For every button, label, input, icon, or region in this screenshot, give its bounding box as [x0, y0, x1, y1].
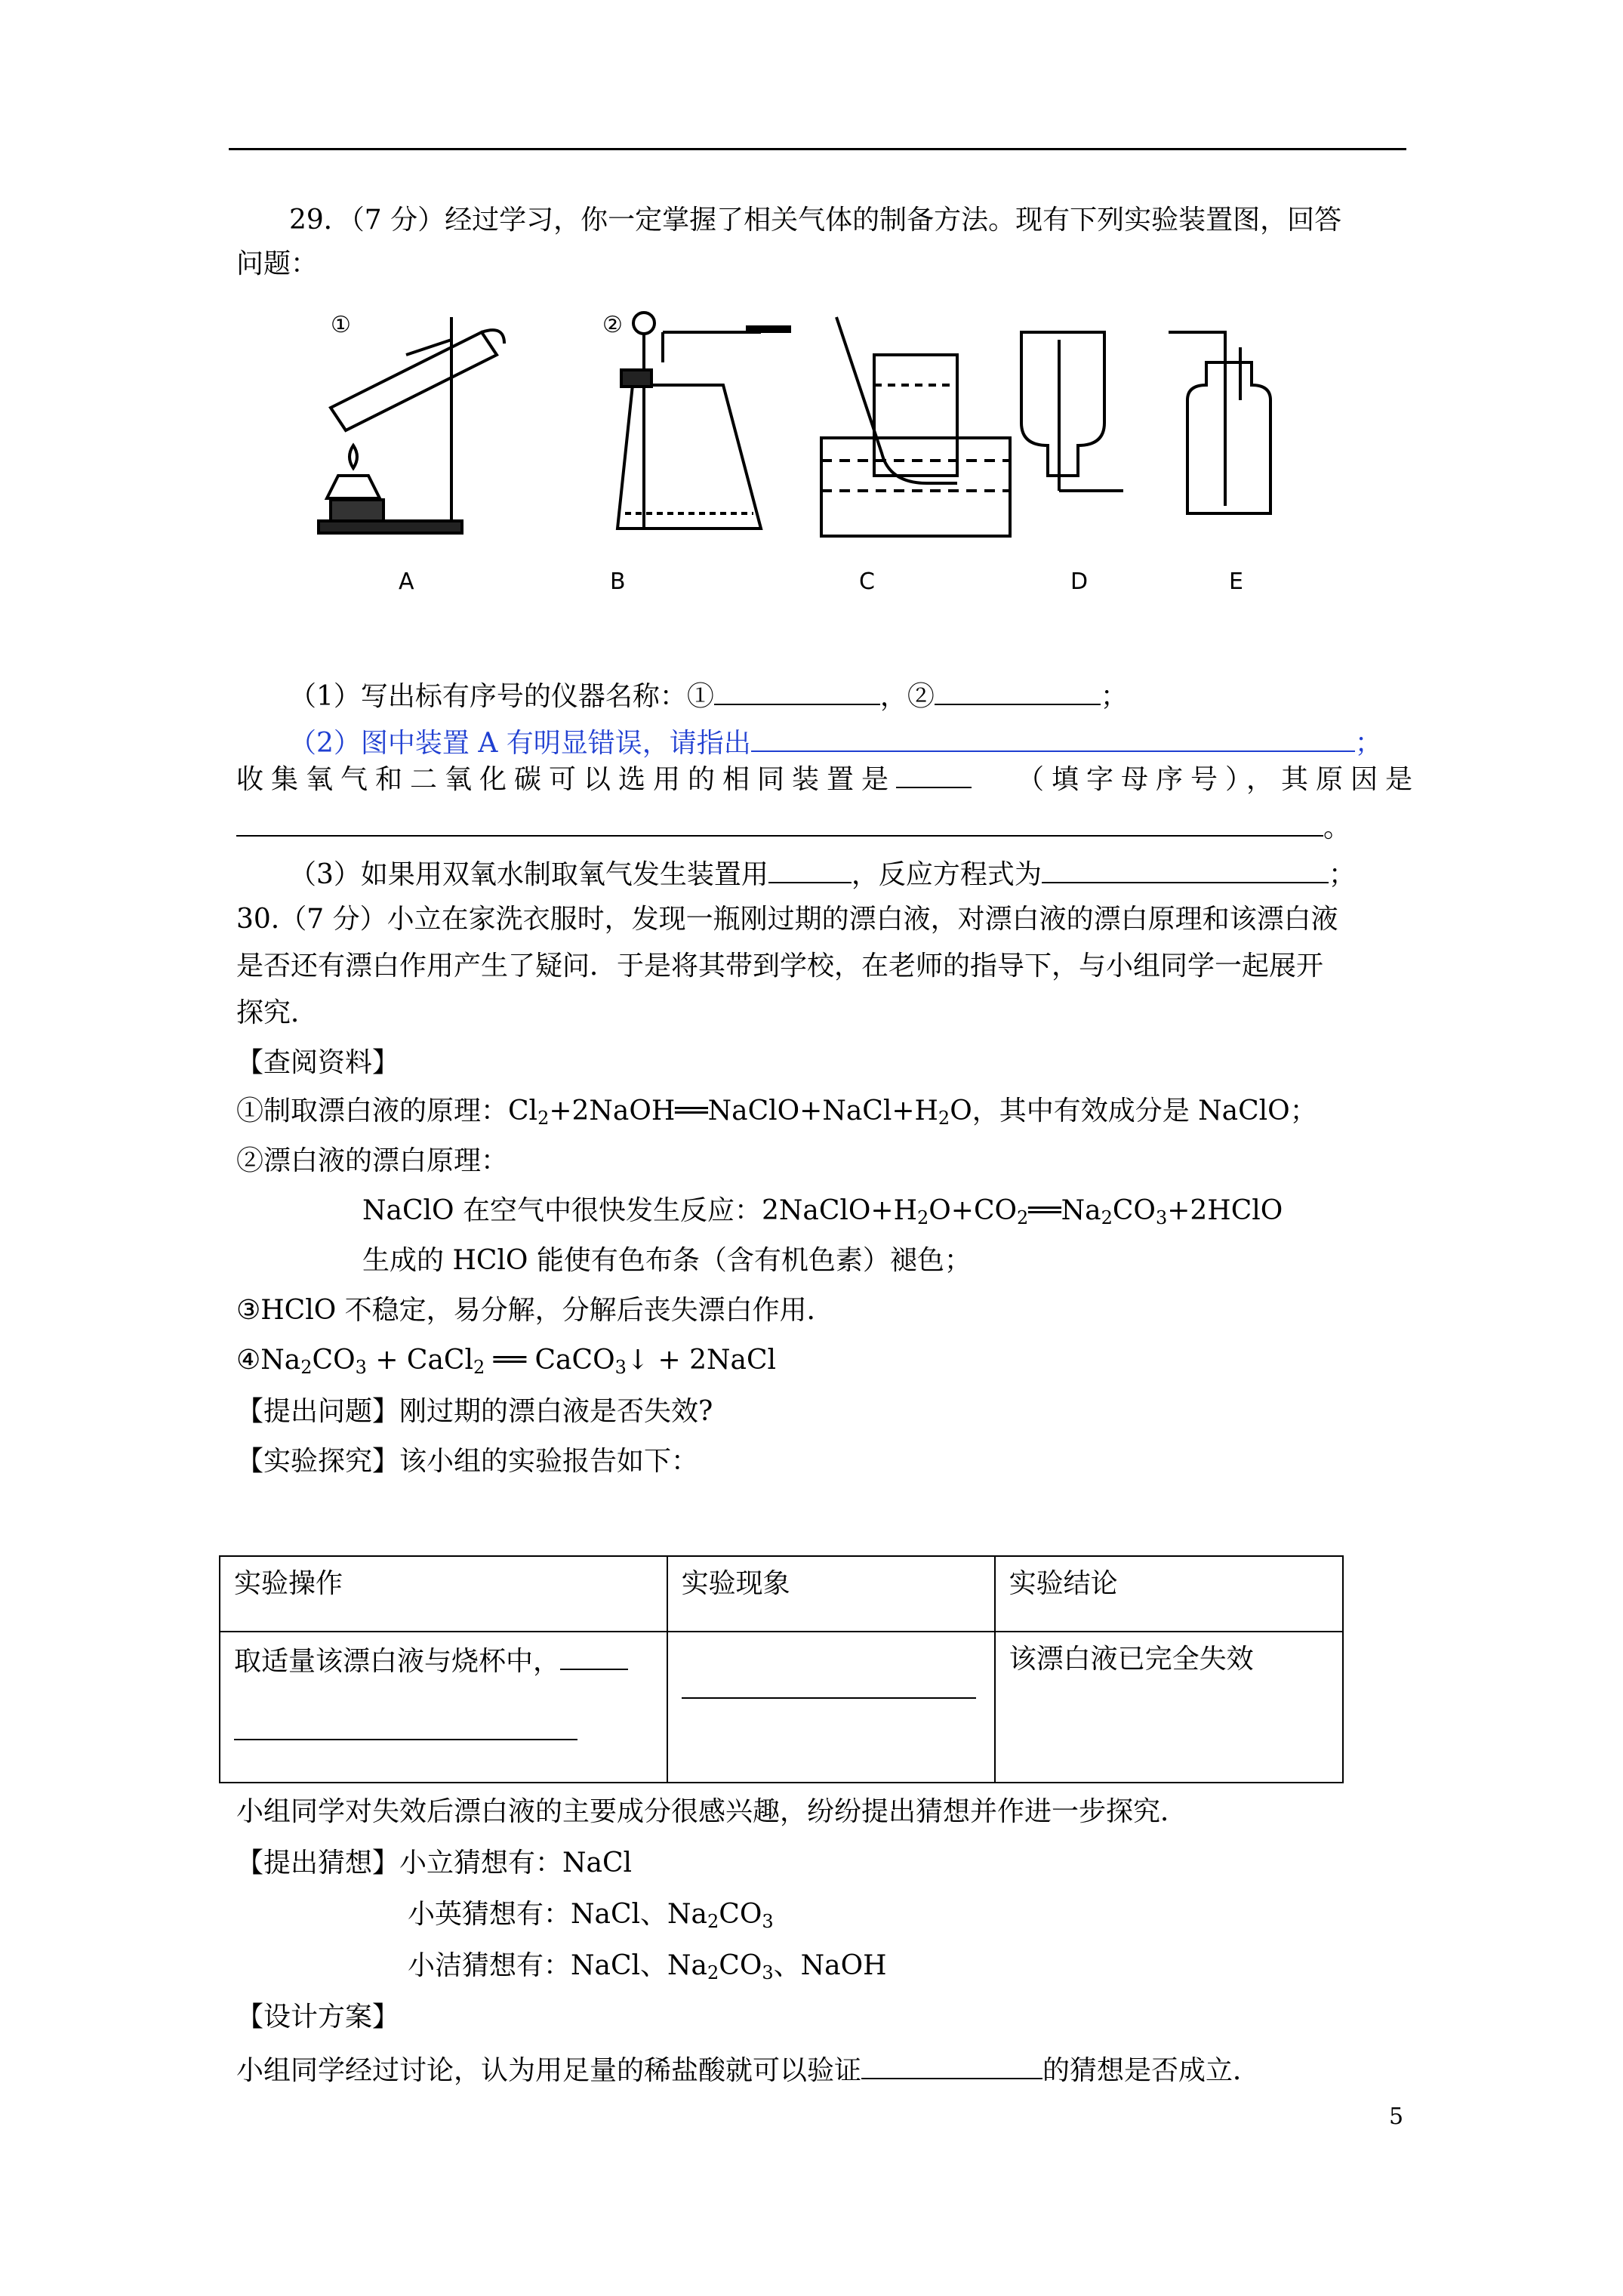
q29-part2c: 。	[236, 809, 1350, 845]
cell-phenomenon	[667, 1632, 995, 1783]
design-text: 小组同学经过讨论，认为用足量的稀盐酸就可以验证 的猜想是否成立．	[236, 2052, 1260, 2088]
header-operation: 实验操作	[220, 1556, 667, 1632]
q29-header-cont: 问题：	[236, 248, 319, 279]
table-row	[220, 1632, 1343, 1783]
answer-blank-3[interactable]	[751, 725, 1355, 752]
q29-part2b: 收集氧气和二氧化碳可以选用的相同装置是 （填字母序号），其原因是	[236, 761, 1420, 797]
page-number: 5	[1389, 2103, 1404, 2130]
q29-part1: （1）写出标有序号的仪器名称：① ，② ；	[289, 678, 1128, 713]
question-raised: 【提出问题】刚过期的漂白液是否失效?	[236, 1396, 713, 1427]
marker-2: ②	[602, 312, 623, 338]
q29-header: 29．（7 分）经过学习，你一定掌握了相关气体的制备方法。现有下列实验装置图，回答	[289, 205, 1342, 236]
table-blank-2[interactable]	[234, 1739, 577, 1740]
answer-blank-5[interactable]	[236, 809, 1323, 837]
design-blank[interactable]	[861, 2052, 1042, 2079]
q29-part3: （3）如果用双氧水制取氧气发生装置用 ，反应方程式为 ；	[289, 856, 1356, 892]
hypothesis-1: 【提出猜想】小立猜想有：NaCl	[236, 1848, 633, 1878]
after-table-text: 小组同学对失效后漂白液的主要成分很感兴趣，纷纷提出猜想并作进一步探究．	[236, 1796, 1188, 1827]
hypothesis-2: 小英猜想有：NaCl、$Na_2CO_3$	[408, 1899, 774, 1932]
ref-4: $④Na_2CO_3$ + CaCl$_2$ ══ CaCO$_3$↓ + 2NaCl	[236, 1345, 777, 1378]
q30-header-cont1: 是否还有漂白作用产生了疑问．于是将其带到学校，在老师的指导下，与小组同学一起展开	[236, 951, 1324, 982]
answer-blank-6[interactable]	[768, 856, 852, 883]
experiment-explore: 【实验探究】该小组的实验报告如下：	[236, 1446, 699, 1477]
apparatus-figure	[308, 302, 1440, 619]
section-reference: 【查阅资料】	[236, 1047, 400, 1078]
label-c: C	[859, 569, 875, 595]
hypothesis-3: 小洁猜想有：NaCl、$Na_2CO_3$、NaOH	[408, 1950, 887, 1983]
marker-1: ①	[331, 312, 351, 338]
ref-2: ②漂白液的漂白原理：	[236, 1145, 509, 1176]
q30-header: 30.（7 分）小立在家洗衣服时，发现一瓶刚过期的漂白液，对漂白液的漂白原理和该漂白液	[236, 904, 1338, 935]
apparatus-diagram	[308, 302, 1440, 619]
experiment-report-table	[219, 1555, 1344, 1783]
ref-1: ①制取漂白液的原理：$Cl_2+2NaOH══NaClO+NaCl+H_2O$，其中有效成分是 NaClO；	[236, 1096, 1317, 1129]
table-header-row	[220, 1556, 1343, 1632]
table-blank-1[interactable]	[560, 1643, 628, 1670]
table-blank-3[interactable]	[682, 1697, 976, 1699]
label-d: D	[1070, 569, 1089, 595]
answer-blank-7[interactable]	[1042, 856, 1329, 883]
ref-2b: 生成的 HClO 能使有色布条（含有机色素）褪色；	[362, 1245, 972, 1276]
answer-blank-2[interactable]	[935, 678, 1101, 705]
header-rule	[229, 148, 1406, 150]
answer-blank-1[interactable]	[714, 678, 880, 705]
ref-2a: NaClO 在空气中很快发生反应：$2NaClO+H_2O+CO_2══Na_2CO_3+2HClO$	[362, 1195, 1283, 1228]
cell-operation: 取适量该漂白液与烧杯中，	[220, 1632, 667, 1783]
header-phenomenon: 实验现象	[667, 1556, 995, 1632]
label-e: E	[1229, 569, 1243, 595]
ref-3: ③HClO 不稳定，易分解，分解后丧失漂白作用．	[236, 1295, 834, 1326]
cell-conclusion: 该漂白液已完全失效	[995, 1632, 1343, 1783]
q29-part2: （2）图中装置 A 有明显错误，请指出 ；	[289, 725, 1382, 760]
label-b: B	[610, 569, 626, 595]
design-plan: 【设计方案】	[236, 2002, 400, 2032]
label-a: A	[399, 569, 414, 595]
q30-header-cont2: 探究．	[236, 997, 319, 1028]
answer-blank-4[interactable]	[896, 761, 972, 788]
header-conclusion: 实验结论	[995, 1556, 1343, 1632]
